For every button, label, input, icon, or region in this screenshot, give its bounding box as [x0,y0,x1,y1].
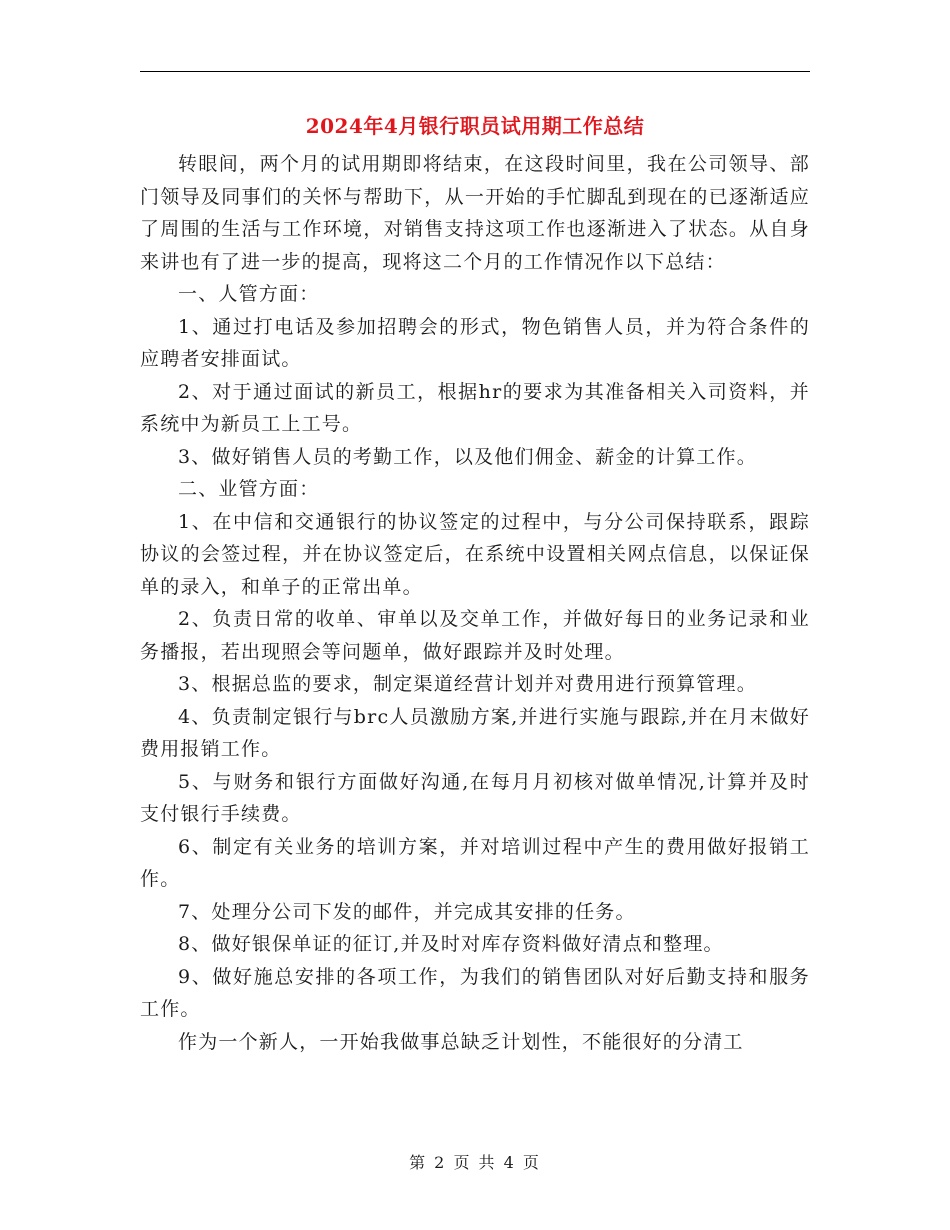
paragraph-intro: 转眼间，两个月的试用期即将结束，在这段时间里，我在公司领导、部门领导及同事们的关怀与帮助下，从一开始的手忙脚乱到现在的已逐渐适应了周围的生活与工作环境，对销售支持这项工作也逐渐进入了状态。从自身来讲也有了进一步的提高，现将这二个月的工作情况作以下总结： [140,153,810,273]
paragraph-personnel-1: 1、通过打电话及参加招聘会的形式，物色销售人员，并为符合条件的应聘者安排面试。 [140,315,810,370]
section-heading-business: 二、业管方面： [178,478,320,500]
paragraph-business-1: 1、在中信和交通银行的协议签定的过程中，与分公司保持联系，跟踪协议的会签过程，并在协议签定后，在系统中设置相关网点信息，以保证保单的录入，和单子的正常出单。 [140,510,810,598]
page-number-footer: 第 2 页 共 4 页 [409,1153,541,1172]
paragraph-reflection: 作为一个新人，一开始我做事总缺乏计划性，不能很好的分清工 [178,1030,744,1053]
paragraph-personnel-2: 2、对于通过面试的新员工，根据hr的要求为其准备相关入司资料，并系统中为新员工上工号。 [140,380,810,435]
document-body [140,148,810,1058]
header-rule [140,71,810,72]
paragraph-personnel-3: 3、做好销售人员的考勤工作，以及他们佣金、薪金的计算工作。 [178,445,757,468]
document-title: 2024年4月银行职员试用期工作总结 [305,114,645,138]
paragraph-business-2: 2、负责日常的收单、审单以及交单工作，并做好每日的业务记录和业务播报，若出现照会等问题单，做好跟踪并及时处理。 [140,608,810,663]
paragraph-business-7: 7、处理分公司下发的邮件，并完成其安排的任务。 [178,900,636,923]
section-heading-personnel: 一、人管方面： [178,283,320,305]
paragraph-business-8: 8、做好银保单证的征订,并及时对库存资料做好清点和整理。 [178,933,724,955]
paragraph-business-4: 4、负责制定银行与brc人员激励方案,并进行实施与跟踪,并在月末做好费用报销工作。 [140,705,810,760]
paragraph-business-6: 6、制定有关业务的培训方案，并对培训过程中产生的费用做好报销工作。 [140,835,810,890]
paragraph-business-3: 3、根据总监的要求，制定渠道经营计划并对费用进行预算管理。 [178,673,757,695]
paragraph-business-9: 9、做好施总安排的各项工作，为我们的销售团队对好后勤支持和服务工作。 [140,965,810,1020]
paragraph-business-5: 5、与财务和银行方面做好沟通,在每月月初核对做单情况,计算并及时支付银行手续费。 [140,770,810,825]
